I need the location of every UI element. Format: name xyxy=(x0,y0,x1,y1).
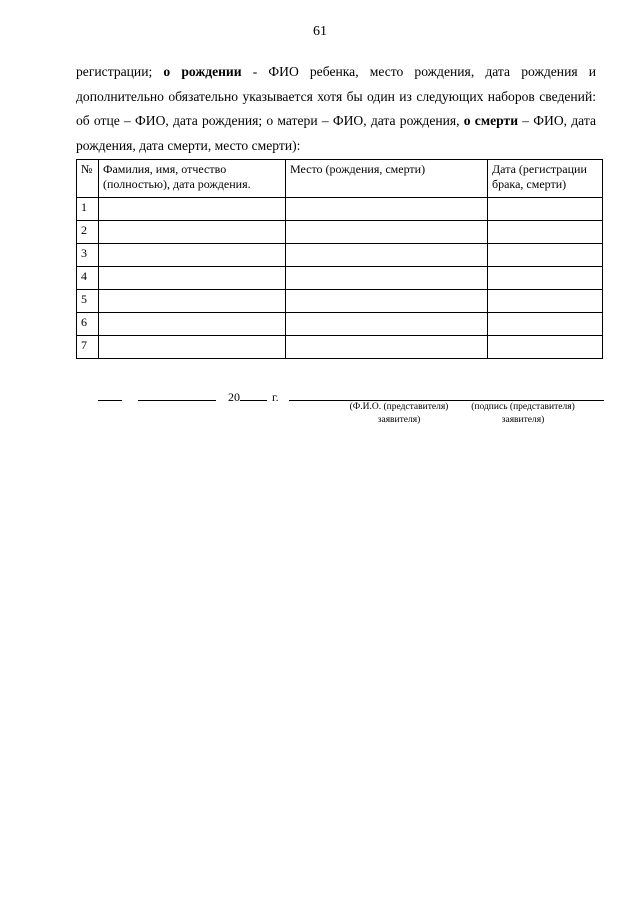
para-text-3: – ФИО, дата рождения, дата смерти, место смерти): xyxy=(76,113,596,153)
cell-place[interactable] xyxy=(286,221,488,244)
cell-date[interactable] xyxy=(488,336,603,359)
fio-signature-blank[interactable] xyxy=(289,388,604,401)
table-row xyxy=(77,244,603,267)
body-paragraph xyxy=(76,60,596,158)
records-table xyxy=(76,159,603,359)
table-row xyxy=(77,313,603,336)
day-blank[interactable] xyxy=(98,388,122,401)
page-number: 61 xyxy=(313,24,327,39)
cell-date[interactable] xyxy=(488,313,603,336)
caption-fio: (Ф.И.О. (представителя) заявителя) xyxy=(349,402,449,425)
cell-fullname[interactable] xyxy=(99,267,286,290)
cell-date[interactable] xyxy=(488,267,603,290)
para-text-2: - ФИО ребенка, место рождения, дата рождения и дополнительно обязательно указывается хотя бы один из следующих наборов сведений: об отце – ФИО, дата рождения; о матери – ФИО, дата рождения, xyxy=(76,64,597,128)
table-header-row xyxy=(77,160,603,198)
row-number: 6 xyxy=(77,313,99,336)
header-number: № xyxy=(77,160,99,198)
cell-date[interactable] xyxy=(488,244,603,267)
cell-fullname[interactable] xyxy=(99,336,286,359)
cell-fullname[interactable] xyxy=(99,290,286,313)
year-blank[interactable] xyxy=(240,388,267,401)
cell-place[interactable] xyxy=(286,313,488,336)
year-prefix: 20 xyxy=(228,390,240,404)
month-blank[interactable] xyxy=(138,388,216,401)
cell-place[interactable] xyxy=(286,267,488,290)
row-number: 5 xyxy=(77,290,99,313)
cell-date[interactable] xyxy=(488,290,603,313)
cell-fullname[interactable] xyxy=(99,244,286,267)
row-number: 2 xyxy=(77,221,99,244)
cell-place[interactable] xyxy=(286,336,488,359)
header-place: Место (рождения, смерти) xyxy=(286,160,488,198)
cell-place[interactable] xyxy=(286,244,488,267)
para-text-1: регистрации; xyxy=(76,64,164,79)
cell-fullname[interactable] xyxy=(99,313,286,336)
para-bold-birth: о рождении xyxy=(163,64,242,79)
row-number: 4 xyxy=(77,267,99,290)
row-number: 1 xyxy=(77,198,99,221)
caption-signature: (подпись (представителя) заявителя) xyxy=(471,402,575,425)
table-row xyxy=(77,290,603,313)
cell-fullname[interactable] xyxy=(99,221,286,244)
header-date: Дата (регистрации брака, смерти) xyxy=(488,160,603,198)
year-suffix: г. xyxy=(272,390,279,404)
cell-place[interactable] xyxy=(286,198,488,221)
header-fullname: Фамилия, имя, отчество (полностью), дата рождения. xyxy=(99,160,286,198)
cell-date[interactable] xyxy=(488,198,603,221)
cell-place[interactable] xyxy=(286,290,488,313)
table-row xyxy=(77,198,603,221)
row-number: 7 xyxy=(77,336,99,359)
para-bold-death: о смерти xyxy=(463,113,519,128)
row-number: 3 xyxy=(77,244,99,267)
cell-date[interactable] xyxy=(488,221,603,244)
table-row xyxy=(77,267,603,290)
table-row xyxy=(77,221,603,244)
table-row xyxy=(77,336,603,359)
cell-fullname[interactable] xyxy=(99,198,286,221)
